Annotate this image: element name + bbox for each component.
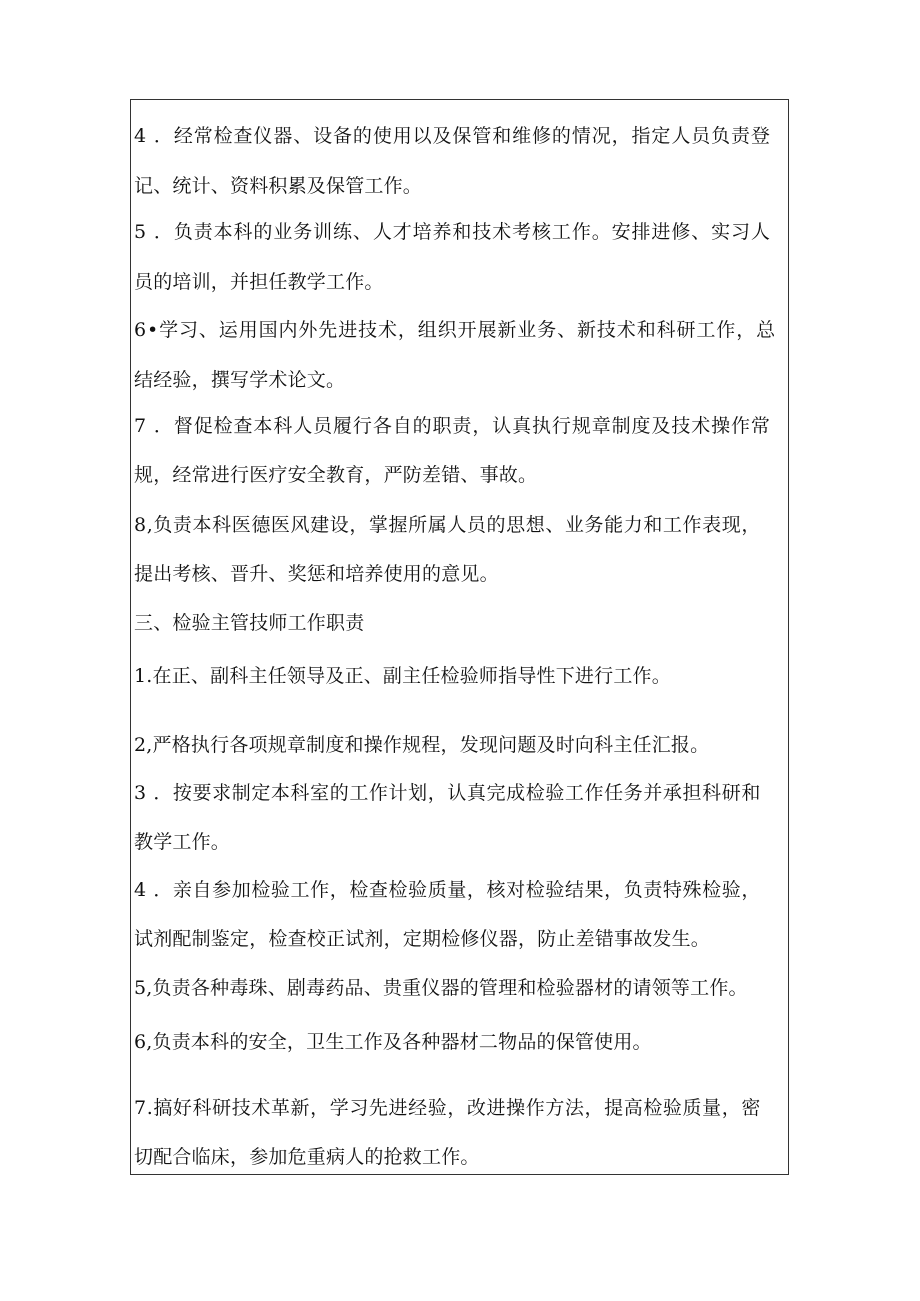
text-line: 6,负责本科的安全，卫生工作及各种器材二物品的保管使用。	[134, 1031, 652, 1053]
text-line: 5 ．负责本科的业务训练、人才培养和技术考核工作。安排进修、实习人	[134, 221, 771, 243]
text-line: 5,负责各种毒珠、剧毒药品、贵重仪器的管理和检验器材的请领等工作。	[134, 977, 748, 999]
text-line: 1.在正、副科主任领导及正、副主任检验师指导性下进行工作。	[134, 665, 671, 687]
text-line: 试剂配制鉴定，检查校正试剂，定期检修仪器，防止差错事故发生。	[134, 928, 711, 950]
text-line: 切配合临床，参加危重病人的抢救工作。	[134, 1146, 480, 1168]
text-line: 3 ．按要求制定本科室的工作计划，认真完成检验工作任务并承担科研和	[134, 782, 761, 804]
text-line: 记、统计、资料积累及保管工作。	[134, 175, 423, 197]
text-line: 7 ．督促检查本科人员履行各自的职责，认真执行规章制度及技术操作常	[134, 415, 771, 437]
text-line: 提出考核、晋升、奖惩和培养使用的意见。	[134, 563, 499, 585]
text-line: 6•学习、运用国内外先进技术，组织开展新业务、新技术和科研工作，总	[134, 319, 776, 341]
section-heading: 三、检验主管技师工作职责	[134, 612, 365, 634]
text-line: 规，经常进行医疗安全教育，严防差错、事故。	[134, 464, 538, 486]
text-line: 2,严格执行各项规章制度和操作规程，发现问题及时向科主任汇报。	[134, 734, 710, 756]
text-line: 4 ．经常检查仪器、设备的使用以及保管和维修的情况，指定人员负责登	[134, 125, 771, 147]
document-table-frame	[130, 99, 789, 1175]
text-line: 结经验，撰写学术论文。	[134, 369, 346, 391]
text-line: 4 ．亲自参加检验工作，检查检验质量，核对检验结果，负责特殊检验，	[134, 879, 761, 901]
text-line: 7.搞好科研技术革新，学习先进经验，改进操作方法，提高检验质量，密	[134, 1097, 761, 1119]
text-line: 8,负责本科医德医风建设，掌握所属人员的思想、业务能力和工作表现，	[134, 514, 761, 536]
text-line: 教学工作。	[134, 831, 231, 853]
text-line: 员的培训，并担任教学工作。	[134, 271, 384, 293]
